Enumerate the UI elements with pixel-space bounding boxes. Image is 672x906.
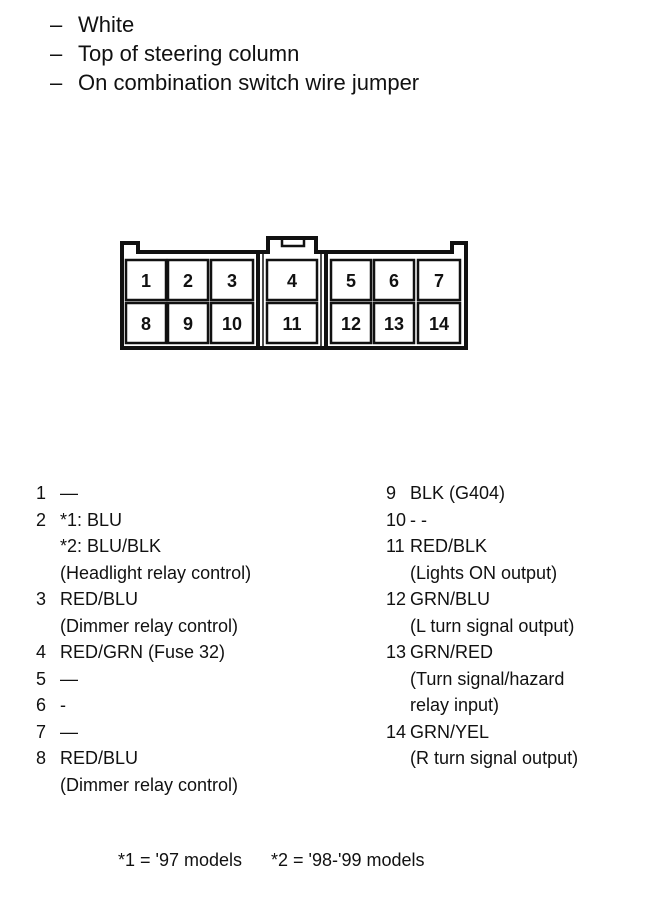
pin-entry-number: 3 — [36, 589, 47, 609]
header-line-mounting: – On combination switch wire jumper — [50, 70, 420, 95]
pin-entry-4 — [36, 639, 251, 666]
pin-wire-color: RED/BLU — [60, 748, 139, 768]
pin-description-line: (Lights ON output) — [410, 562, 558, 583]
connector-color: White — [78, 12, 135, 37]
pin-description-line: (Dimmer relay control) — [60, 615, 239, 636]
pin-wire-color: BLK (G404) — [410, 483, 506, 503]
pin-number-6: 6 — [388, 271, 400, 291]
pin-entry-3 — [36, 586, 251, 639]
pin-entry-number: 1 — [36, 483, 47, 503]
pin-entry-11 — [386, 533, 578, 586]
pin-description-line: relay input) — [410, 695, 500, 715]
pin-number-9: 9 — [182, 314, 194, 334]
pin-number-12: 12 — [340, 314, 362, 334]
pin-description-line: (Dimmer relay control) — [60, 774, 239, 795]
pin-number-1: 1 — [140, 271, 152, 291]
pin-entry-12 — [386, 586, 578, 639]
pin-entry-number: 13 — [386, 642, 407, 662]
pin-entry-1 — [36, 480, 251, 507]
header-line-location: – Top of steering column — [50, 41, 300, 66]
pin-description-line: *2: BLU/BLK — [60, 536, 162, 556]
pin-entry-9 — [386, 480, 578, 507]
pin-wire-color: *1: BLU — [60, 509, 123, 530]
pin-wire-color: — — [60, 668, 78, 689]
pin-entry-number: 14 — [386, 721, 407, 742]
pin-entry-number: 9 — [386, 483, 397, 503]
pin-entry-5 — [36, 666, 251, 693]
pin-description-line: (R turn signal output) — [410, 748, 579, 768]
pin-number-4: 4 — [286, 271, 298, 291]
footnote-model-2: *2 = '98-'99 models — [271, 850, 425, 870]
pin-entry-6 — [36, 692, 251, 719]
pin-entry-number: 2 — [36, 509, 47, 530]
pin-entry-number: 12 — [386, 589, 407, 609]
pin-wire-color: — — [60, 721, 78, 742]
pin-number-8: 8 — [140, 314, 152, 334]
pin-number-13: 13 — [383, 314, 405, 334]
pin-entry-13 — [386, 639, 578, 719]
pin-wire-color: RED/BLK — [410, 536, 488, 556]
pin-number-11: 11 — [282, 314, 302, 334]
footnote-model-1: *1 = '97 models — [118, 850, 243, 870]
pin-entry-number: 7 — [36, 721, 47, 742]
pin-description-line: (L turn signal output) — [410, 615, 575, 636]
pin-entry-number: 6 — [36, 695, 47, 715]
pin-number-14: 14 — [428, 314, 450, 334]
header-line-color: – White — [50, 12, 135, 37]
pin-wire-color: RED/BLU — [60, 589, 139, 609]
pin-entry-2 — [36, 507, 251, 587]
connector-location: Top of steering column — [78, 41, 300, 66]
pin-wire-color: GRN/RED — [410, 642, 494, 662]
pin-wire-color: - - — [410, 509, 427, 530]
footnote — [118, 850, 425, 871]
pin-number-3: 3 — [226, 271, 238, 291]
pin-number-7: 7 — [433, 271, 445, 291]
pin-number-2: 2 — [182, 271, 194, 291]
pin-entry-number: 8 — [36, 748, 47, 768]
pin-wire-color: RED/GRN (Fuse 32) — [60, 642, 226, 662]
pin-entry-8 — [36, 745, 251, 798]
pin-description-line: (Turn signal/hazard — [410, 668, 565, 689]
connector-latch-tab — [282, 238, 304, 246]
pin-wire-color: — — [60, 483, 78, 503]
pin-wire-color: GRN/BLU — [410, 589, 491, 609]
pin-entry-7 — [36, 719, 251, 746]
pin-wire-color: GRN/YEL — [410, 721, 490, 742]
pin-wire-color: - — [60, 695, 66, 715]
connector-mounting: On combination switch wire jumper — [78, 70, 420, 95]
pin-entry-14 — [386, 719, 578, 772]
pin-description-line: (Headlight relay control) — [60, 562, 252, 583]
pin-list-right — [386, 480, 578, 772]
pin-entry-number: 4 — [36, 642, 47, 662]
pin-number-10: 10 — [221, 314, 243, 334]
pin-list-left — [36, 480, 251, 798]
pin-entry-number: 11 — [386, 536, 405, 556]
pin-entry-10 — [386, 507, 578, 534]
pin-number-5: 5 — [345, 271, 357, 291]
pin-entry-number: 5 — [36, 668, 47, 689]
pin-entry-number: 10 — [386, 509, 407, 530]
